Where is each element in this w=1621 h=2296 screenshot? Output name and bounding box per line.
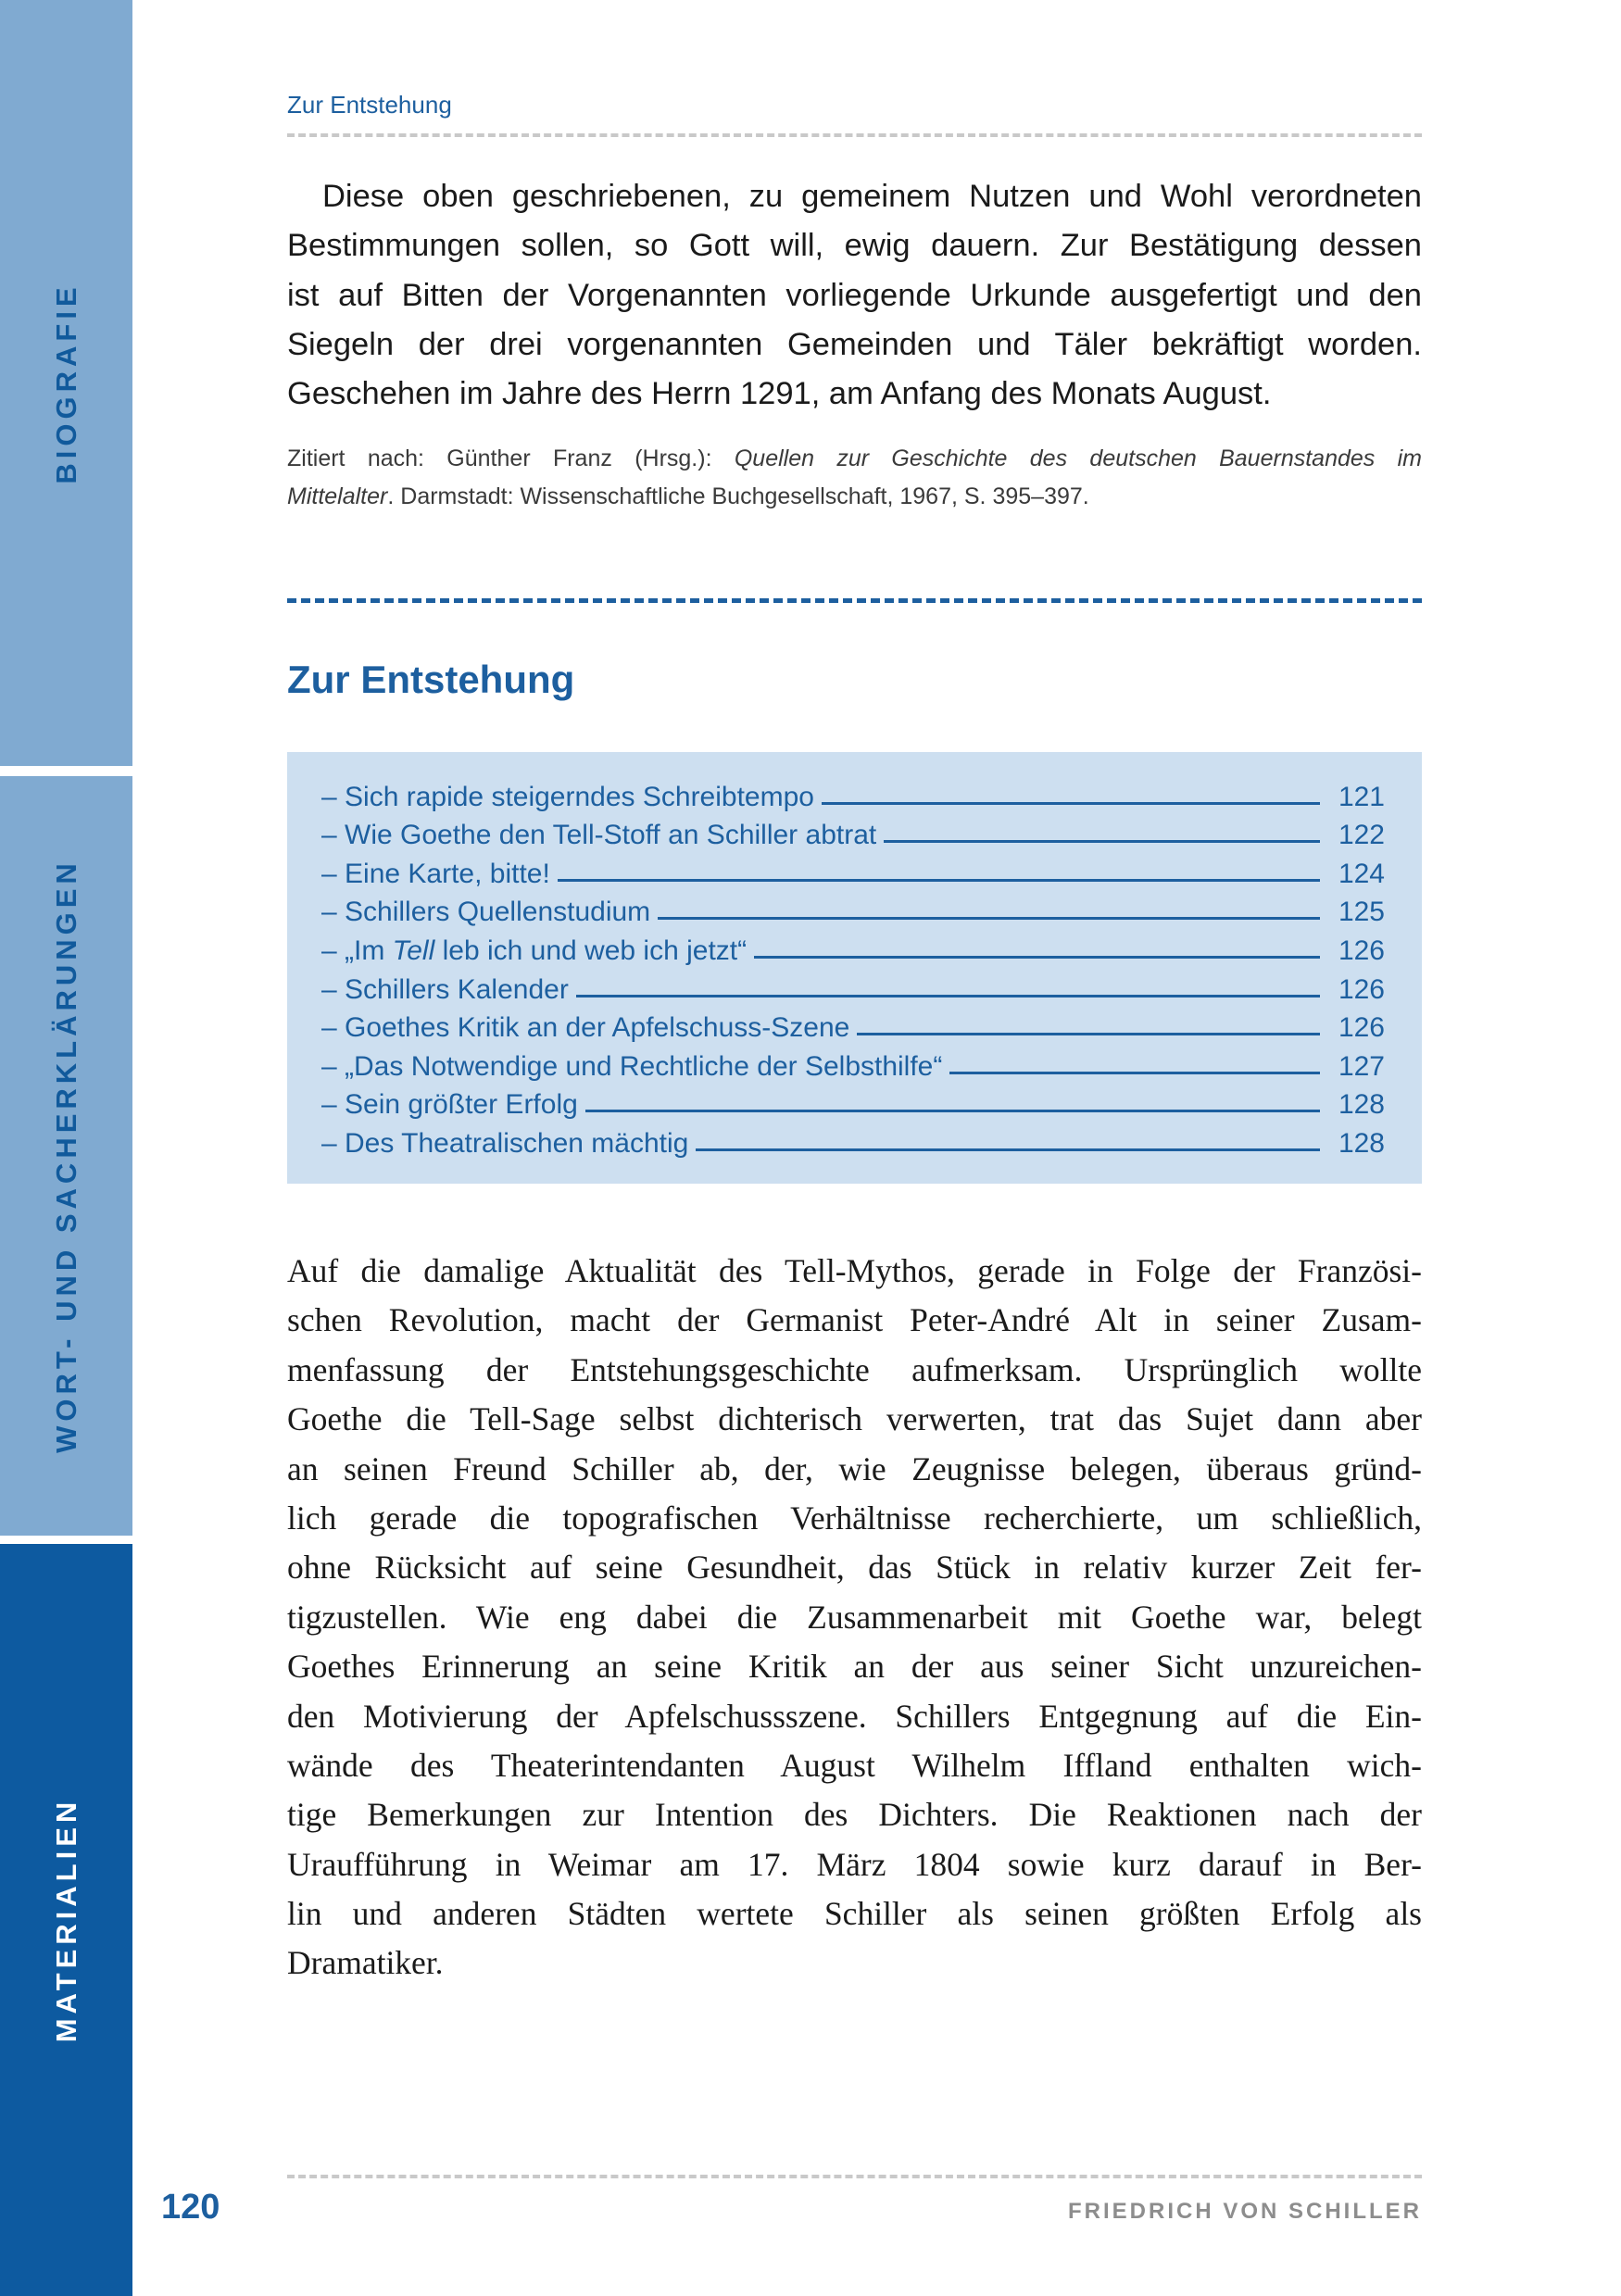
body-line: Auf die damalige Aktualität des Tell-Mythos, gerade in Folge der Französi-	[287, 1252, 1422, 1289]
footer-divider	[287, 2175, 1422, 2178]
citation-suffix: . Darmstadt: Wissenschaftliche Buchgesellschaft, 1967, S. 395–397.	[387, 483, 1089, 509]
toc-title: – Sein größter Erfolg	[321, 1089, 578, 1121]
table-of-contents-box	[287, 752, 1422, 1184]
body-line: den Motivierung der Apfelschussszene. Schillers Entgegnung auf die Ein-	[287, 1697, 1422, 1735]
page-number: 120	[161, 2188, 220, 2227]
tab-label: BIOGRAFIE	[49, 282, 82, 484]
toc-title: – Sich rapide steigerndes Schreibtempo	[321, 781, 814, 812]
toc-title-italic: Tell	[392, 935, 435, 966]
citation-title: Quellen zur Geschichte des deutschen Bauernstandes im	[734, 445, 1422, 471]
leader-line	[558, 879, 1320, 882]
toc-item[interactable]	[321, 774, 1385, 813]
body-line: Goethe die Tell-Sage selbst dichterisch verwerten, trat das Sujet dann aber	[287, 1400, 1422, 1438]
toc-item[interactable]	[321, 967, 1385, 1006]
toc-page: 126	[1338, 973, 1385, 1005]
quote-line: Siegeln der drei vorgenannten Gemeinden und Täler bekräftigt worden.	[287, 326, 1422, 362]
running-header: Zur Entstehung	[287, 91, 452, 119]
leader-line	[884, 840, 1320, 843]
body-line: Dramatiker.	[287, 1944, 444, 1982]
citation	[287, 440, 1422, 516]
toc-title: – Schillers Quellenstudium	[321, 897, 651, 928]
toc-item[interactable]	[321, 1083, 1385, 1122]
toc-page: 121	[1338, 781, 1385, 812]
toc-item[interactable]	[321, 1006, 1385, 1045]
toc-page: 126	[1338, 935, 1385, 966]
leader-line	[696, 1148, 1320, 1151]
quote-line: ist auf Bitten der Vorgenannten vorliegende Urkunde ausgefertigt und den	[287, 277, 1422, 313]
toc-title: – Goethes Kritik an der Apfelschuss-Szene	[321, 1012, 850, 1044]
body-line: schen Revolution, macht der Germanist Peter-André Alt in seiner Zusam-	[287, 1301, 1422, 1339]
toc-page: 128	[1338, 1089, 1385, 1121]
citation-prefix: Zitiert nach: Günther Franz (Hrsg.):	[287, 445, 735, 471]
sidebar-tab-materialien[interactable]	[0, 1544, 132, 2296]
toc-page: 128	[1338, 1127, 1385, 1159]
leader-line	[658, 917, 1320, 920]
body-line: an seinen Freund Schiller ab, der, wie Zeugnisse belegen, überaus gründ-	[287, 1449, 1422, 1487]
toc-page: 126	[1338, 1012, 1385, 1044]
toc-title	[321, 935, 747, 967]
toc-page: 125	[1338, 897, 1385, 928]
leader-line	[585, 1110, 1320, 1112]
quote-line: Bestimmungen sollen, so Gott will, ewig dauern. Zur Bestätigung dessen	[287, 228, 1422, 264]
header-divider	[287, 133, 1422, 137]
toc-title-part: – „Im	[321, 935, 393, 966]
body-line: wände des Theaterintendanten August Wilhelm Iffland enthalten wich-	[287, 1746, 1422, 1784]
toc-page: 124	[1338, 858, 1385, 889]
body-paragraph	[287, 1247, 1422, 1989]
leader-line	[576, 995, 1320, 997]
citation-title: Mittelalter	[287, 483, 388, 509]
section-heading: Zur Entstehung	[287, 658, 575, 701]
quote-paragraph	[287, 172, 1422, 419]
toc-item[interactable]	[321, 813, 1385, 852]
toc-title-part: leb ich und web ich jetzt“	[434, 935, 748, 966]
section-divider	[287, 598, 1422, 603]
body-line: menfassung der Entstehungsgeschichte aufmerksam. Ursprünglich wollte	[287, 1350, 1422, 1388]
quote-line: Geschehen im Jahre des Herrn 1291, am Anfang des Monats August.	[287, 376, 1272, 412]
leader-line	[857, 1033, 1320, 1035]
sidebar-tab-wort-und-sacherklaerungen[interactable]	[0, 776, 132, 1536]
toc-item[interactable]	[321, 890, 1385, 929]
body-line: Uraufführung in Weimar am 17. März 1804 sowie kurz darauf in Ber-	[287, 1845, 1422, 1883]
toc-item[interactable]	[321, 851, 1385, 890]
body-line: Goethes Erinnerung an seine Kritik an der aus seiner Sicht unzureichen-	[287, 1648, 1422, 1686]
toc-title: – Wie Goethe den Tell-Stoff an Schiller abtrat	[321, 820, 877, 851]
body-line: lich gerade die topografischen Verhältnisse recherchierte, um schließlich,	[287, 1499, 1422, 1537]
quote-line: Diese oben geschriebenen, zu gemeinem Nutzen und Wohl verordneten	[322, 179, 1422, 214]
body-line: tigzustellen. Wie eng dabei die Zusammenarbeit mit Goethe war, belegt	[287, 1598, 1422, 1636]
sidebar-tab-biografie[interactable]	[0, 0, 132, 766]
toc-title: – Des Theatralischen mächtig	[321, 1127, 689, 1159]
toc-title: – „Das Notwendige und Rechtliche der Selbsthilfe“	[321, 1050, 943, 1082]
leader-line	[754, 956, 1320, 959]
toc-item[interactable]	[321, 928, 1385, 967]
body-line: tige Bemerkungen zur Intention des Dichters. Die Reaktionen nach der	[287, 1796, 1422, 1834]
leader-line	[949, 1072, 1320, 1074]
leader-line	[822, 802, 1320, 805]
body-line: lin und anderen Städten wertete Schiller als seinen größten Erfolg als	[287, 1895, 1422, 1933]
toc-title: – Eine Karte, bitte!	[321, 858, 550, 889]
toc-item[interactable]	[321, 1121, 1385, 1160]
tab-label: MATERIALIEN	[49, 1797, 82, 2043]
toc-title: – Schillers Kalender	[321, 973, 569, 1005]
toc-item[interactable]	[321, 1044, 1385, 1083]
tab-label: WORT- UND SACHERKLÄRUNGEN	[49, 859, 82, 1453]
book-title: FRIEDRICH VON SCHILLER	[1067, 2199, 1422, 2224]
body-line: ohne Rücksicht auf seine Gesundheit, das Stück in relativ kurzer Zeit fer-	[287, 1549, 1422, 1587]
toc-page: 122	[1338, 820, 1385, 851]
toc-page: 127	[1338, 1050, 1385, 1082]
